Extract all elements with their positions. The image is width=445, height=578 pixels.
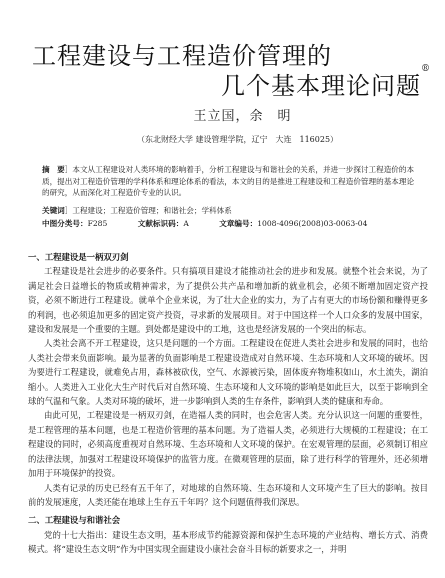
authors: 王立国，余 明: [193, 109, 292, 124]
title-line-2: [221, 66, 431, 101]
keywords-text: ］工程建设；工程造价管理；和谐社会；学科体系: [64, 206, 232, 215]
affiliation: （东北财经大学 建设管理学院，辽宁 大连 116025）: [136, 135, 339, 144]
title-mark: ®: [421, 64, 431, 74]
body-text: [28, 246, 428, 557]
paragraph: 党的十七大指出：建设生态文明，基本形成节约能源资源和保护生态环境的产业结构、增长方式、消费模式。将“建设生态文明”作为中国实现全面建设小康社会奋斗目标的新要求之一，并明: [28, 529, 428, 555]
section-heading-2: 二、工程建设与和谐社会: [28, 515, 121, 526]
title-line-2-text: 几个基本理论问题: [221, 72, 421, 100]
paragraph: 人类有记录的历史已经有五千年了，对地球的自然环境、生态环境和人文环境产生了巨大的影响。按目前的发展速度，人类还能在地球上生存五千年吗？这个问题值得我们深思。: [28, 482, 428, 507]
keywords-label: 关键词: [42, 206, 65, 215]
title-line-1: 工程建设与工程造价管理的: [32, 42, 332, 70]
paragraph: 人类社会离不开工程建设，这只是问题的一个方面。工程建设在促进人类社会进步和发展的同时，也给人类社会带来负面影响。最为显著的负面影响是工程建设造成对自然环境、生态环境和人文环境的破坏。因为要进行工程建设，就难免占用，森林被砍伐，空气、水源被污染，固体废弃物堆积如山，水土流失，湖泊缩小。人类进入工业化大生产时代后对自然环境、生态环境和人文环境的影响是如此巨大，以至于影响到全球的气温和气象。人类对环境的破坏，进一步影响到人类的生存条件，影响到人类的健康和寿命。: [28, 338, 428, 407]
article-meta: [42, 218, 420, 229]
abstract: [42, 164, 420, 199]
clc-number: 中图分类号：F285: [42, 219, 108, 228]
paragraph: 由此可见，工程建设是一柄双刃剑，在造福人类的同时，也会危害人类。充分认识这一问题的重要性，是工程管理的基本问题，也是工程造价管理的基本问题。为了造福人类，必须进行大规模的工程建设；在工程建设的同时，必须高度重视对自然环境、生态环境和人文环境的保护。在宏观管理的层面，必须制订相应的法律法规，加强对工程建设环境保护的监管力度。在微观管理的层面，除了进行科学的管理外，还必须增加用于环境保护的投资。: [28, 410, 428, 479]
keywords: [42, 205, 420, 216]
section-heading-1: 一、工程建设是一柄双刃剑: [28, 252, 129, 262]
abstract-label: 摘 要: [42, 165, 65, 174]
article-id: 文章编号：1008-4096(2008)03-0063-04: [219, 219, 368, 228]
paragraph: 工程建设是社会进步的必要条件。只有搞项目建设才能推动社会的进步和发展。就整个社会来说，为了满足社会日益增长的物质或精神需求，为了提供公共产品和增加新的就业机会，必须不断增加固定资产投资，必须不断进行工程建设。就单个企业来说，为了壮大企业的实力，为了占有更大的市场份额和赚得更多的利润，也必须追加更多的固定资产投资，寻求新的发展项目。对于中国这样一个人口众多的发展中国家，建设和发展是一个重要的主题。到处都是建设中的工地，这也是经济发展的一个突出的标志。: [28, 266, 428, 335]
document-code: 文献标识码：A: [137, 219, 189, 228]
abstract-text: ］本文从工程建设对人类环境的影响着手，分析工程建设与和谐社会的关系，并进一步探讨工程造价的本质，提出对工程造价管理的学科体系和理论体系的看法，本文的目的是推进工程建设和工程造价管理的基本理论的研究，从而深化对工程造价专业的认识。: [42, 165, 415, 197]
